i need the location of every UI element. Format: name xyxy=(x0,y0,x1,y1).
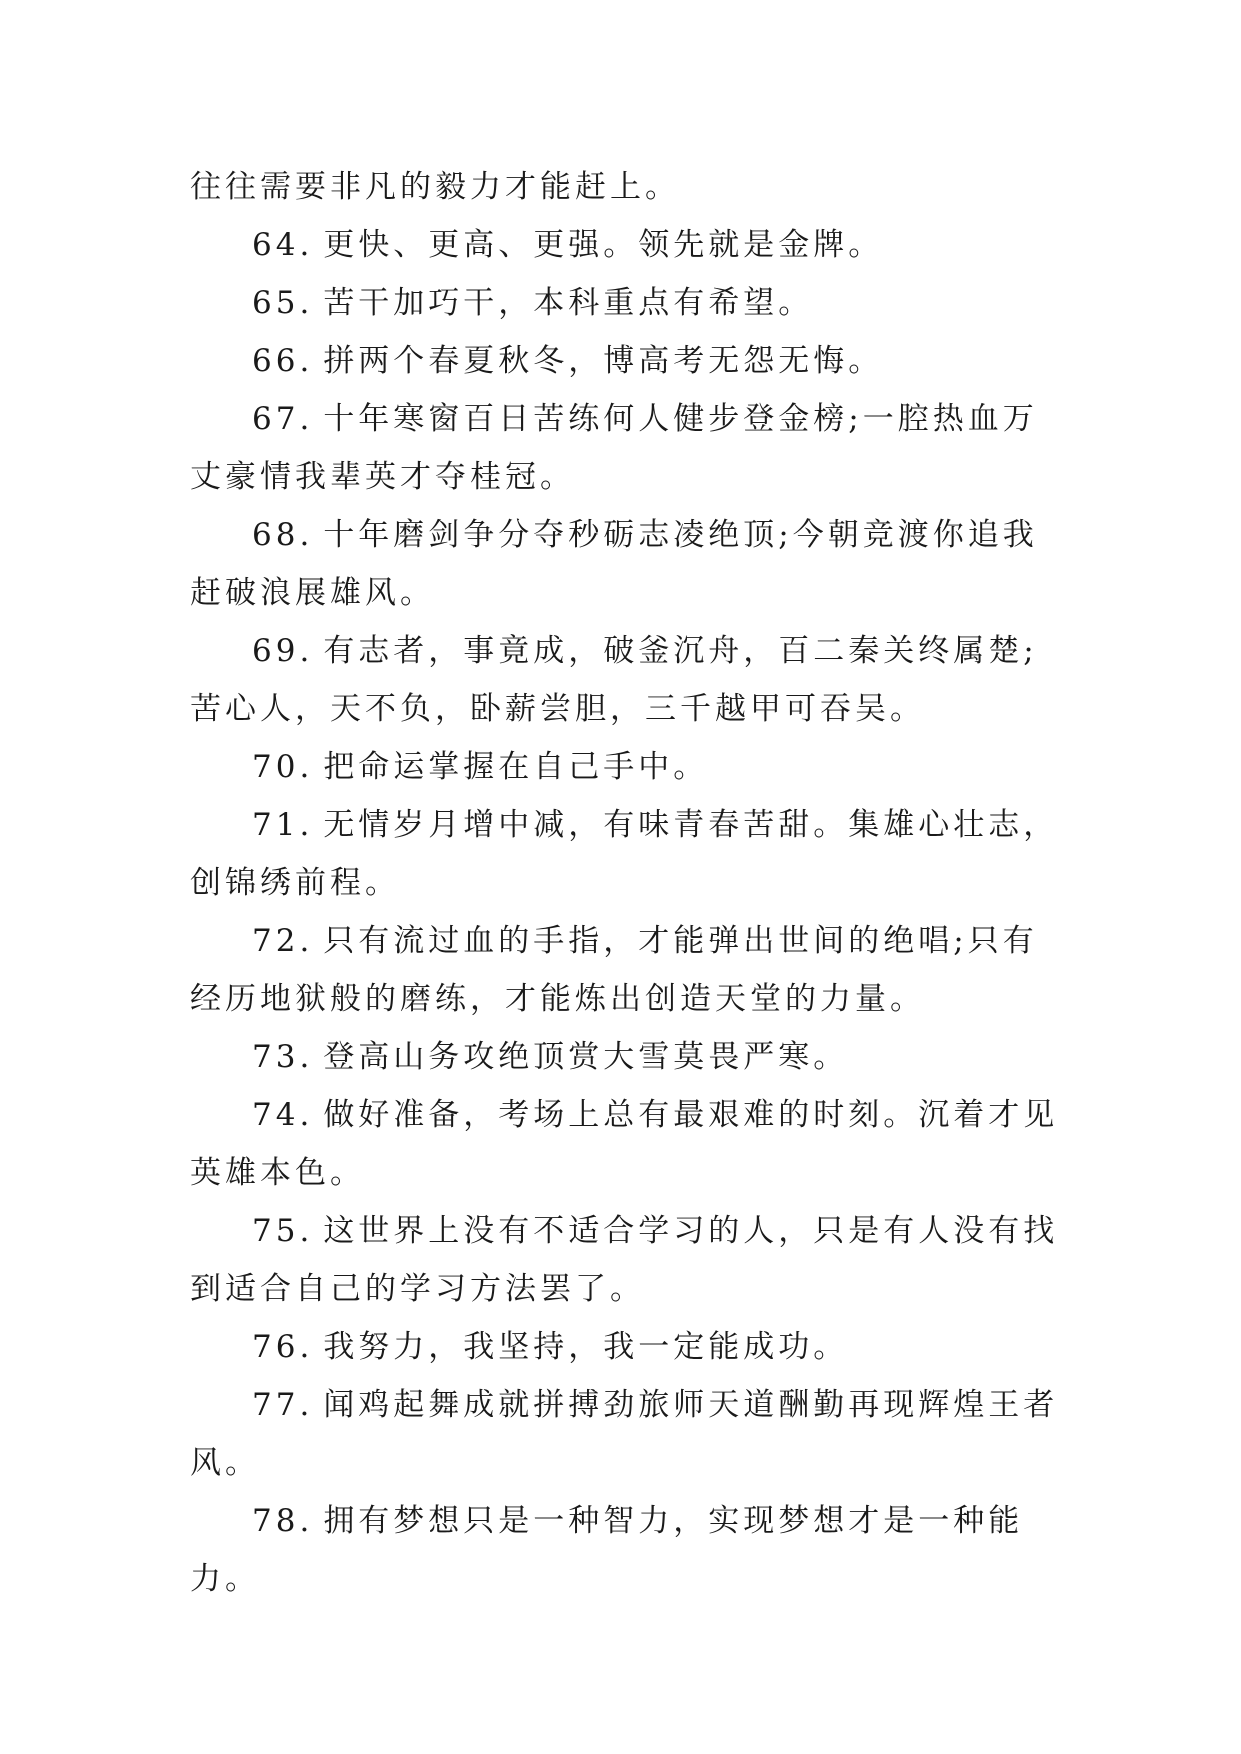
item-number: 68. xyxy=(252,517,314,553)
list-item xyxy=(190,332,1070,390)
item-text: 只有流过血的手指，才能弹出世间的绝唱;只有经历地狱般的磨练，才能炼出创造天堂的力量。 xyxy=(190,923,1038,1017)
item-number: 75. xyxy=(252,1213,314,1249)
item-number: 72. xyxy=(252,923,314,959)
item-text: 十年寒窗百日苦练何人健步登金榜;一腔热血万丈豪情我辈英才夺桂冠。 xyxy=(190,401,1038,495)
item-text: 把命运掌握在自己手中。 xyxy=(323,749,709,785)
item-number: 78. xyxy=(252,1503,314,1539)
item-text: 做好准备，考场上总有最艰难的时刻。沉着才见英雄本色。 xyxy=(190,1097,1059,1191)
list-item xyxy=(190,1086,1070,1202)
list-item xyxy=(190,912,1070,1028)
numbered-list xyxy=(190,216,1070,1608)
item-number: 73. xyxy=(252,1039,314,1075)
item-text: 苦干加巧干，本科重点有希望。 xyxy=(323,285,814,321)
item-text: 无情岁月增中减，有味青春苦甜。集雄心壮志，创锦绣前程。 xyxy=(190,807,1059,901)
item-number: 64. xyxy=(252,227,314,263)
list-item xyxy=(190,1376,1070,1492)
item-text: 拼两个春夏秋冬，博高考无怨无悔。 xyxy=(323,343,884,379)
list-item xyxy=(190,1318,1070,1376)
item-number: 77. xyxy=(252,1387,314,1423)
list-item xyxy=(190,796,1070,912)
item-text: 这世界上没有不适合学习的人，只是有人没有找到适合自己的学习方法罢了。 xyxy=(190,1213,1059,1307)
item-text: 登高山务攻绝顶赏大雪莫畏严寒。 xyxy=(323,1039,849,1075)
item-text: 闻鸡起舞成就拼搏劲旅师天道酬勤再现辉煌王者风。 xyxy=(190,1387,1059,1481)
list-item xyxy=(190,1028,1070,1086)
item-number: 66. xyxy=(252,343,314,379)
item-text: 拥有梦想只是一种智力，实现梦想才是一种能力。 xyxy=(190,1503,1024,1597)
list-item xyxy=(190,390,1070,506)
item-number: 70. xyxy=(252,749,314,785)
item-number: 69. xyxy=(252,633,314,669)
list-item xyxy=(190,216,1070,274)
item-text: 有志者，事竟成，破釜沉舟，百二秦关终属楚;苦心人，天不负，卧薪尝胆，三千越甲可吞吴。 xyxy=(190,633,1038,727)
item-number: 67. xyxy=(252,401,314,437)
item-number: 74. xyxy=(252,1097,314,1133)
body-text xyxy=(190,158,1070,1608)
item-text: 更快、更高、更强。领先就是金牌。 xyxy=(323,227,884,263)
item-text: 我努力，我坚持，我一定能成功。 xyxy=(323,1329,849,1365)
list-item xyxy=(190,622,1070,738)
list-item xyxy=(190,1202,1070,1318)
list-item xyxy=(190,506,1070,622)
item-number: 65. xyxy=(252,285,314,321)
item-number: 71. xyxy=(252,807,314,843)
list-item xyxy=(190,274,1070,332)
item-number: 76. xyxy=(252,1329,314,1365)
continuation-paragraph: 往往需要非凡的毅力才能赶上。 xyxy=(190,169,680,205)
list-item xyxy=(190,738,1070,796)
item-text: 十年磨剑争分夺秒砺志凌绝顶;今朝竞渡你追我赶破浪展雄风。 xyxy=(190,517,1038,611)
list-item xyxy=(190,1492,1070,1608)
